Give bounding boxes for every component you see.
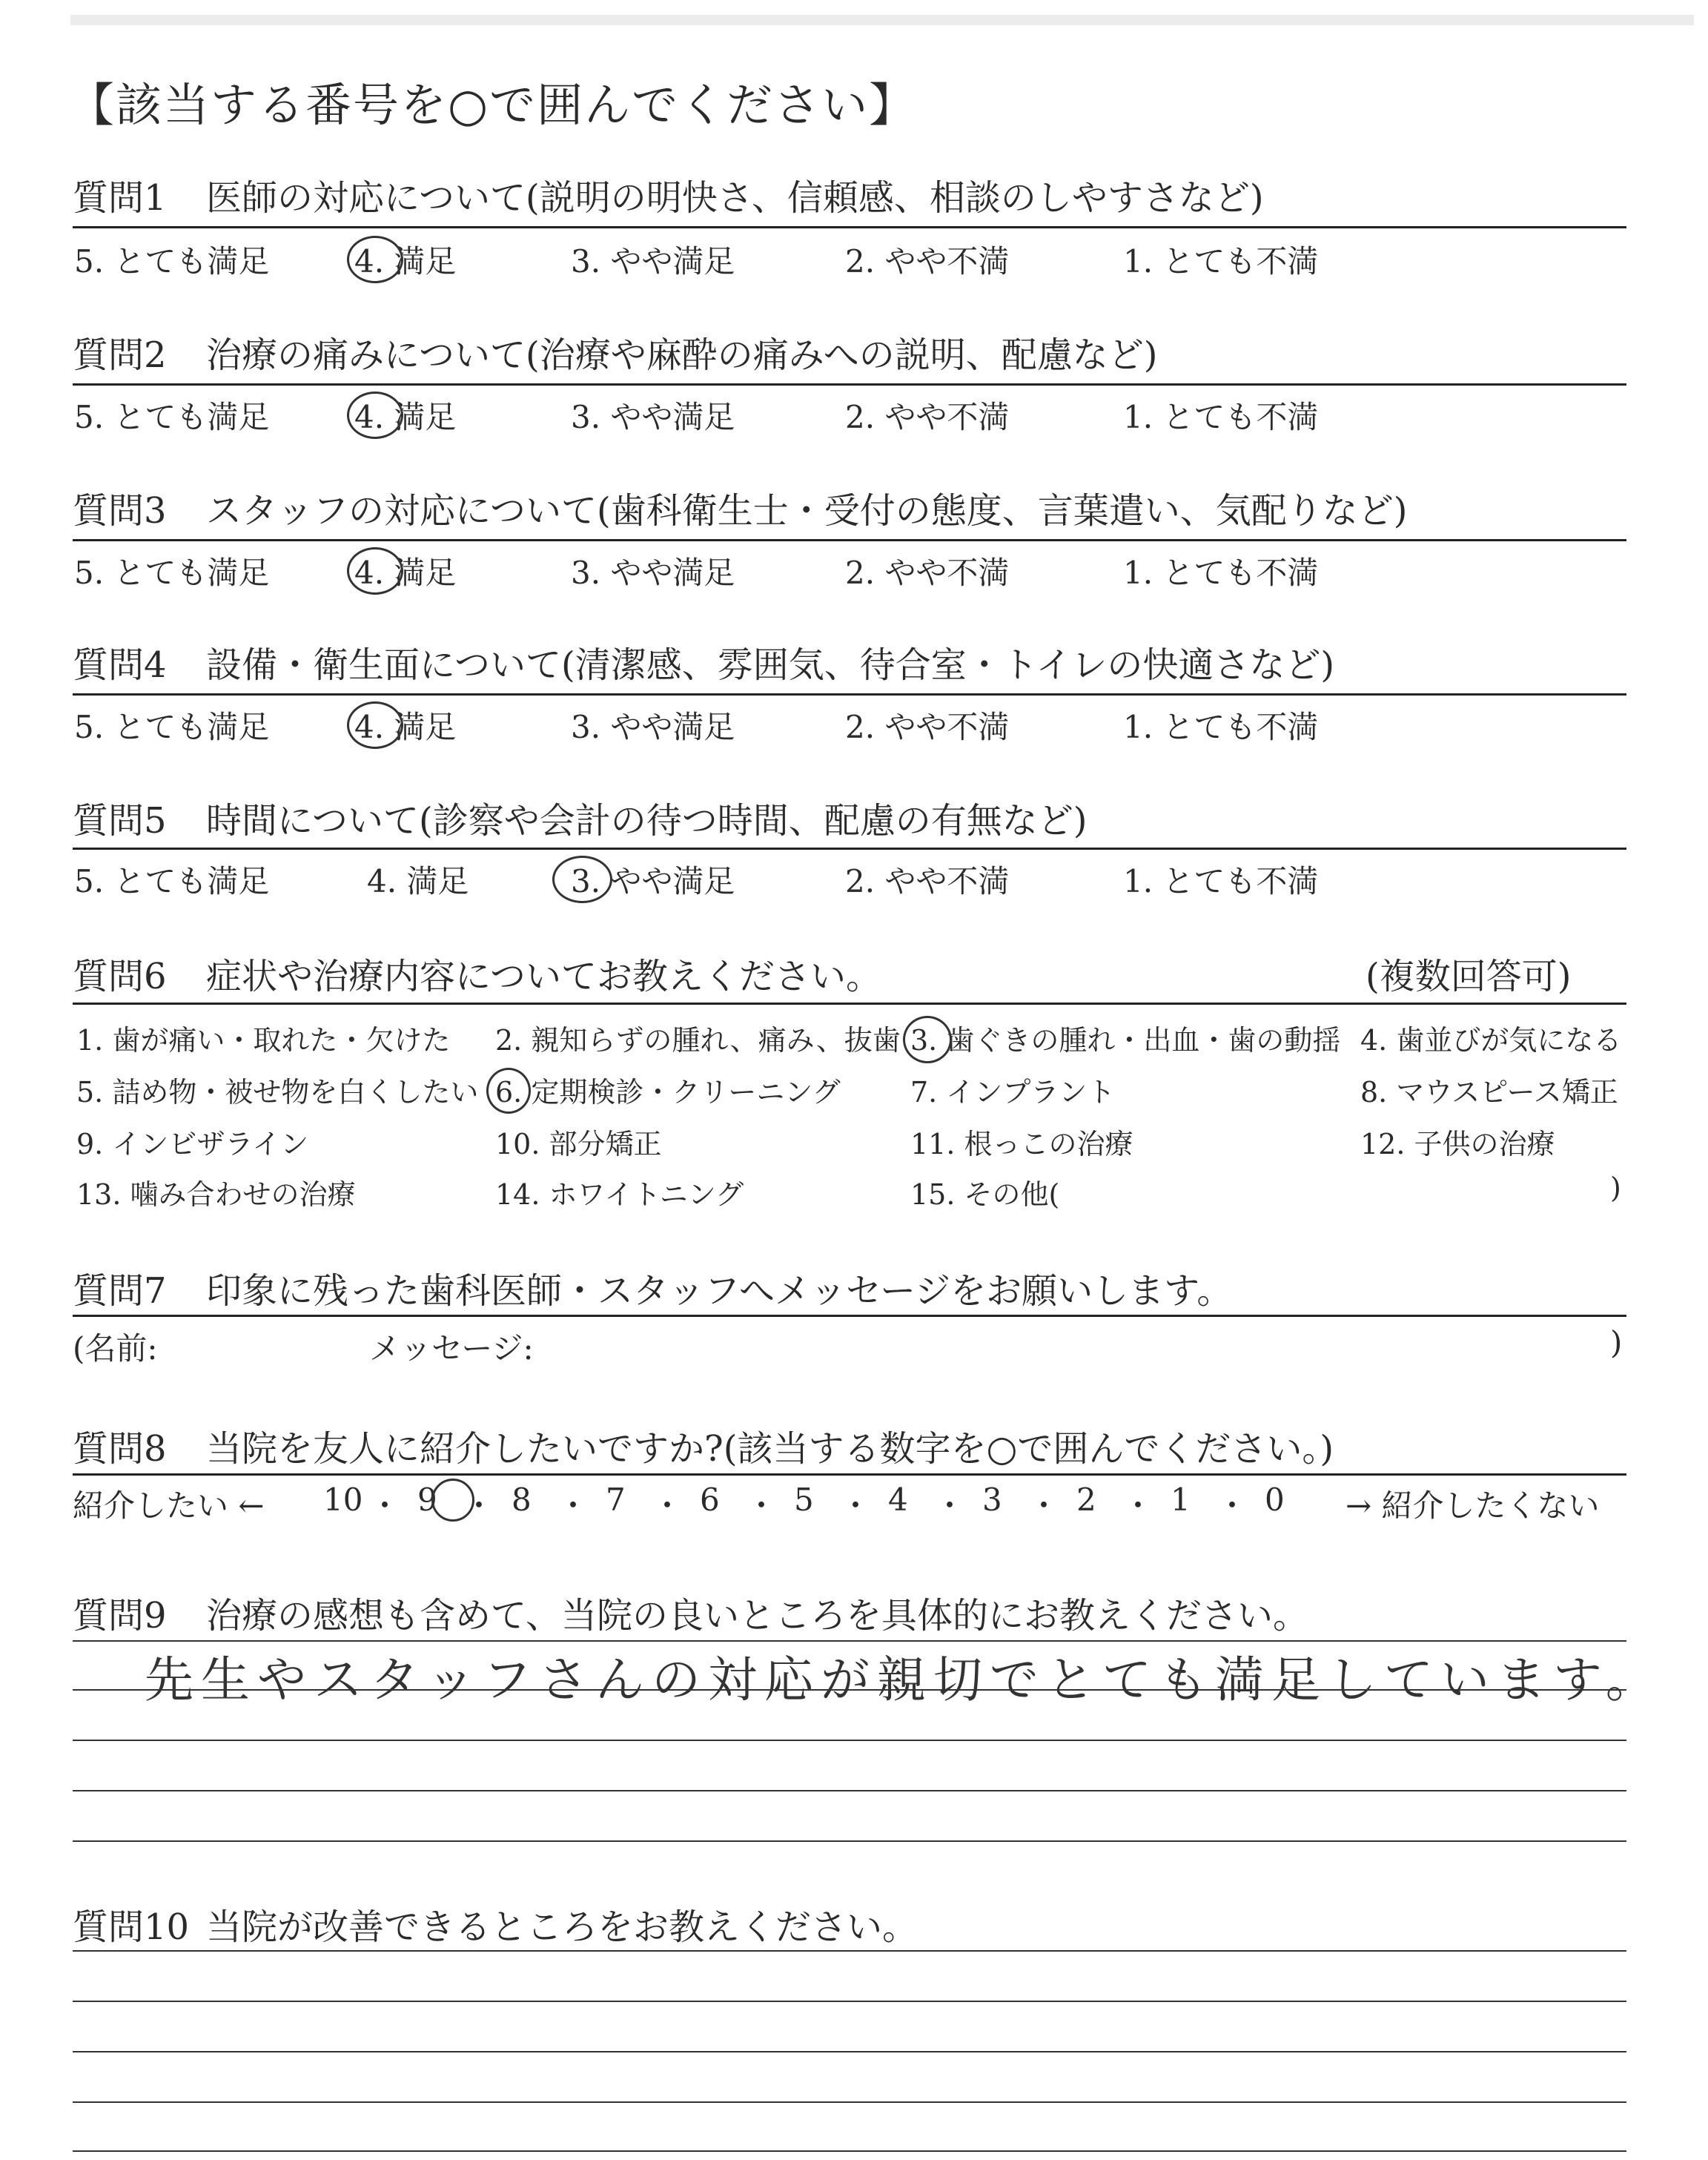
question-rule <box>73 848 1626 850</box>
handwritten-answer[interactable]: 先生やスタッフさんの対応が親切でとても満足しています。 <box>145 1651 1662 1708</box>
scale-value-7[interactable]: 7 <box>606 1482 626 1518</box>
scale-separator: ・ <box>1217 1487 1248 1524</box>
writing-line <box>73 2101 1626 2103</box>
writing-line <box>73 1689 1626 1691</box>
scale-separator: ・ <box>840 1487 872 1524</box>
writing-line <box>73 1790 1626 1791</box>
question-number: 質問2 <box>73 334 167 376</box>
question-number: 質問3 <box>73 490 167 532</box>
scale-separator: ・ <box>463 1487 495 1524</box>
q3-option-1[interactable]: 1. とても不満 <box>1123 555 1319 591</box>
question-number: 質問4 <box>73 644 167 686</box>
q3-option-4[interactable]: 4. 満足 <box>354 555 457 591</box>
scale-value-5[interactable]: 5 <box>794 1482 814 1518</box>
q3-option-3[interactable]: 3. やや満足 <box>571 555 735 591</box>
question-text: 症状や治療内容についてお教えください。 <box>206 956 882 997</box>
q1-option-3[interactable]: 3. やや満足 <box>571 243 735 280</box>
q2-selection-circle <box>347 392 403 439</box>
q4-option-3[interactable]: 3. やや満足 <box>571 709 735 745</box>
question-9 <box>73 1587 1308 1638</box>
q6-item-13[interactable]: 13. 噛み合わせの治療 <box>76 1178 356 1211</box>
question-text: 時間について(診察や会計の待つ時間、配慮の有無など) <box>206 800 1088 842</box>
scale-separator: ・ <box>1122 1487 1154 1524</box>
scale-value-8[interactable]: 8 <box>512 1482 532 1518</box>
q5-option-4[interactable]: 4. 満足 <box>367 863 469 899</box>
q6-item-6[interactable]: 6. 定期検診・クリーニング <box>495 1076 841 1109</box>
question-text: 治療の感想も含めて、当院の良いところを具体的にお教えください。 <box>206 1595 1309 1636</box>
question-number: 質問1 <box>73 177 167 219</box>
scale-value-6[interactable]: 6 <box>700 1482 720 1518</box>
question-10 <box>73 1898 918 1949</box>
q4-option-1[interactable]: 1. とても不満 <box>1123 709 1319 745</box>
q2-option-1[interactable]: 1. とても不満 <box>1123 399 1319 435</box>
q6-item-8[interactable]: 8. マウスピース矯正 <box>1360 1076 1618 1109</box>
question-rule <box>73 383 1626 386</box>
writing-line <box>73 1950 1626 1952</box>
q6-item-4[interactable]: 4. 歯並びが気になる <box>1360 1024 1622 1057</box>
q2-option-2[interactable]: 2. やや不満 <box>845 399 1010 435</box>
q3-option-5[interactable]: 5. とても満足 <box>74 555 270 591</box>
q6-item-9[interactable]: 9. インビザライン <box>76 1128 309 1160</box>
q6-item-12[interactable]: 12. 子供の治療 <box>1360 1128 1555 1160</box>
q4-option-2[interactable]: 2. やや不満 <box>845 709 1010 745</box>
q6-item-15[interactable]: 15. その他( <box>910 1178 1060 1211</box>
question-1 <box>73 169 1264 220</box>
scale-value-4[interactable]: 4 <box>888 1482 908 1518</box>
writing-line <box>73 1740 1626 1741</box>
question-7 <box>73 1262 1232 1313</box>
q1-option-1[interactable]: 1. とても不満 <box>1123 243 1319 280</box>
scale-value-0[interactable]: 0 <box>1265 1482 1285 1518</box>
question-8 <box>73 1420 1334 1471</box>
q5-option-2[interactable]: 2. やや不満 <box>845 863 1010 899</box>
question-rule <box>73 1473 1626 1476</box>
q1-option-5[interactable]: 5. とても満足 <box>74 243 270 280</box>
question-number: 質問8 <box>73 1428 167 1470</box>
scale-separator: ・ <box>557 1487 589 1524</box>
q6-selection-circle-3 <box>903 1016 952 1063</box>
q6-selection-circle-6 <box>486 1068 531 1114</box>
scale-value-3[interactable]: 3 <box>982 1482 1002 1518</box>
q5-option-1[interactable]: 1. とても不満 <box>1123 863 1319 899</box>
message-close: ) <box>1610 1324 1623 1361</box>
question-rule <box>73 1003 1626 1005</box>
q5-option-3[interactable]: 3. やや満足 <box>571 863 735 899</box>
scale-value-1[interactable]: 1 <box>1171 1482 1191 1518</box>
question-text: 設備・衛生面について(清潔感、雰囲気、待合室・トイレの快適さなど) <box>206 644 1335 686</box>
message-input[interactable] <box>104 1323 1601 1364</box>
q6-item-14[interactable]: 14. ホワイトニング <box>495 1178 744 1211</box>
writing-line <box>73 2001 1626 2002</box>
name-label: (名前: <box>73 1330 158 1367</box>
q2-option-4[interactable]: 4. 満足 <box>354 399 457 435</box>
scale-separator: ・ <box>369 1487 401 1524</box>
q5-option-5[interactable]: 5. とても満足 <box>74 863 270 899</box>
writing-line <box>73 2150 1626 2152</box>
scale-value-2[interactable]: 2 <box>1076 1482 1096 1518</box>
question-text: 当院を友人に紹介したいですか?(該当する数字を○で囲んでください。) <box>206 1428 1334 1470</box>
question-text: 印象に残った歯科医師・スタッフへメッセージをお願いします。 <box>206 1270 1233 1312</box>
q6-item-3[interactable]: 3. 歯ぐきの腫れ・出血・歯の動揺 <box>910 1024 1341 1057</box>
q1-option-4[interactable]: 4. 満足 <box>354 243 457 280</box>
message-label: メッセージ: <box>369 1330 534 1367</box>
question-number: 質問10 <box>73 1906 190 1948</box>
q4-selection-circle <box>347 701 403 749</box>
form-title: 【該当する番号を○で囲んでください】 <box>68 78 917 132</box>
q1-selection-circle <box>347 236 403 283</box>
scale-value-9[interactable]: 9 <box>417 1482 437 1518</box>
question-number: 質問5 <box>73 800 167 842</box>
question-number: 質問6 <box>73 956 167 997</box>
q6-item-10[interactable]: 10. 部分矯正 <box>495 1128 662 1160</box>
q3-option-2[interactable]: 2. やや不満 <box>845 555 1010 591</box>
question-number: 質問7 <box>73 1270 167 1312</box>
q4-option-5[interactable]: 5. とても満足 <box>74 709 270 745</box>
question-2 <box>73 326 1158 377</box>
recommend-left-label: 紹介したい ← <box>73 1487 265 1524</box>
question-text: 治療の痛みについて(治療や麻酔の痛みへの説明、配慮など) <box>206 334 1158 376</box>
question-rule <box>73 1315 1626 1317</box>
recommend-right-label: → 紹介したくない <box>1345 1487 1600 1524</box>
question-rule <box>73 539 1626 541</box>
q6-item-5[interactable]: 5. 詰め物・被せ物を白くしたい <box>76 1076 479 1109</box>
scale-separator: ・ <box>746 1487 778 1524</box>
q6-item-2[interactable]: 2. 親知らずの腫れ、痛み、抜歯 <box>495 1024 901 1057</box>
scale-separator: ・ <box>1028 1487 1060 1524</box>
question-3 <box>73 482 1408 533</box>
q5-selection-circle <box>552 856 612 903</box>
q1-option-2[interactable]: 2. やや不満 <box>845 243 1010 280</box>
q3-selection-circle <box>347 547 403 595</box>
scan-edge <box>70 15 1694 25</box>
q8-selection-circle <box>431 1479 474 1522</box>
question-text: 当院が改善できるところをお教えください。 <box>206 1906 918 1948</box>
question-rule <box>73 226 1626 228</box>
question-6 <box>73 948 881 999</box>
scale-separator: ・ <box>652 1487 683 1524</box>
q2-option-3[interactable]: 3. やや満足 <box>571 399 735 435</box>
question-text: スタッフの対応について(歯科衛生士・受付の態度、言葉遣い、気配りなど) <box>206 490 1408 532</box>
question-text: 医師の対応について(説明の明快さ、信頼感、相談のしやすさなど) <box>206 177 1264 219</box>
q4-option-4[interactable]: 4. 満足 <box>354 709 457 745</box>
writing-line <box>73 2051 1626 2052</box>
scale-value-10[interactable]: 10 <box>323 1482 363 1518</box>
q2-option-5[interactable]: 5. とても満足 <box>74 399 270 435</box>
q6-other-close: ) <box>1610 1172 1621 1204</box>
q6-item-1[interactable]: 1. 歯が痛い・取れた・欠けた <box>76 1024 451 1057</box>
q6-item-11[interactable]: 11. 根っこの治療 <box>910 1128 1133 1160</box>
question-rule <box>73 693 1626 696</box>
question-number: 質問9 <box>73 1595 167 1636</box>
question-5 <box>73 792 1088 843</box>
multiple-answer-note: (複数回答可) <box>1366 956 1572 997</box>
scale-separator: ・ <box>934 1487 966 1524</box>
writing-line <box>73 1840 1626 1842</box>
question-4 <box>73 636 1334 687</box>
q6-item-7[interactable]: 7. インプラント <box>910 1076 1116 1109</box>
